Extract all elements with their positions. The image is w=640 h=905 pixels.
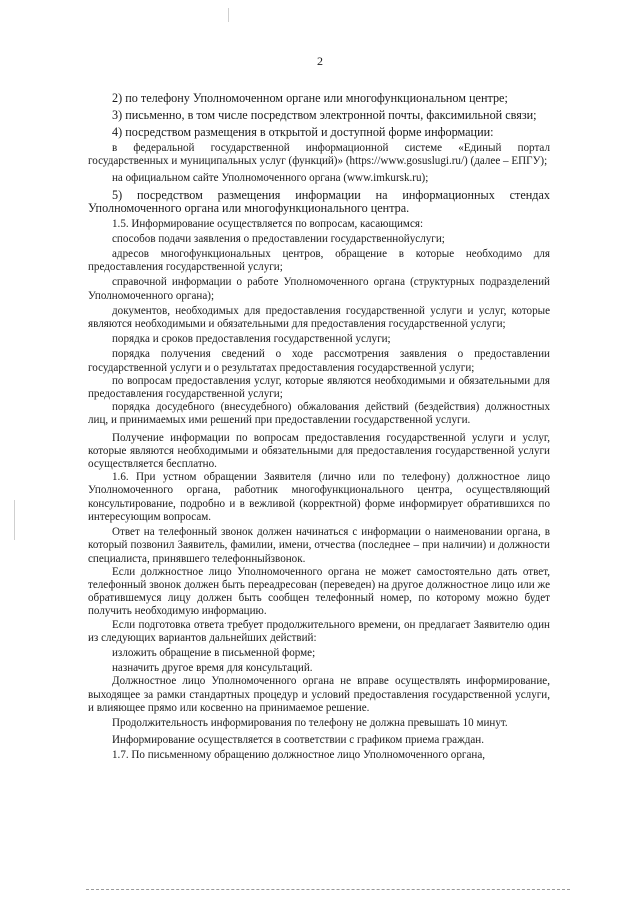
paragraph: изложить обращение в письменной форме; [112,646,316,659]
paragraph: Если подготовка ответа требует продолжительного времени, он предлагает Заявителю один из следующих вариантов дальнейших действий: [88,618,550,644]
scan-margin-mark [14,500,15,540]
paragraph: способов подачи заявления о предоставлении государственнойуслуги; [112,232,445,245]
paragraph: 4) посредством размещения в открытой и доступной форме информации: [112,125,494,140]
paragraph: Если должностное лицо Уполномоченного органа не может самостоятельно дать ответ, телефонный звонок должен быть переадресован (переведен) на другое должностное лицо или же обратившемуся лицу должен быть сообщен телефонный номер, по которому можно будет получить необходимую информацию. [88,565,550,618]
paragraph: по вопросам предоставления услуг, которые являются необходимыми и обязательными для предоставления государственной услуги; [88,374,550,401]
paragraph: 2) по телефону Уполномоченном органе или многофункциональном центре; [112,91,508,105]
paragraph: 3) письменно, в том числе посредством электронной почты, факсимильной связи; [112,108,537,123]
scan-margin-mark [228,8,229,22]
paragraph: 1.6. При устном обращении Заявителя (лично или по телефону) должностное лицо Уполномоченного органа, работник многофункционального центра, осуществляющий консультирование, подробно и в вежливой (корректной) форме информирует обратившихся по интересующим вопросам. [88,471,550,523]
scan-bottom-edge [86,889,570,890]
paragraph: 1.7. По письменному обращению должностное лицо Уполномоченного органа, [112,749,486,762]
paragraph: Должностное лицо Уполномоченного органа не вправе осуществлять информирование, выходящее за рамки стандартных процедур и условий предоставления государственной услуги, и влияющее прямо или косвенно на принимаемое решение. [88,675,550,714]
paragraph: на официальном сайте Уполномоченного органа (www.imkursk.ru); [112,172,429,185]
paragraph: 5) посредством размещения информации на информационных стендах Уполномоченного органа или многофункционального центра. [88,188,550,216]
paragraph: назначить другое время для консультаций. [112,662,313,675]
document-body [88,92,550,763]
paragraph: порядка досудебного (внесудебного) обжалования действий (бездействия) должностных лиц, и принимаемых ими решений при предоставлении государственной услуги. [88,401,550,427]
paragraph: Продолжительность информирования по телефону не должна превышать 10 минут. [112,716,508,729]
page-number: 2 [317,54,323,68]
paragraph: порядка получения сведений о ходе рассмотрения заявления о предоставлении государственной услуги и о результатах предоставления государственной услуги; [88,348,550,374]
paragraph: порядка и сроков предоставления государственной услуги; [112,333,391,346]
paragraph: в федеральной государственной информационной системе «Единый портал государственных и муниципальных услуг (функций)» (https://www.gosuslugi.ru/) (далее – ЕПГУ); [88,141,550,167]
paragraph: документов, необходимых для предоставления государственной услуги и услуг, которые являются необходимыми и обязательными для предоставления государственной услуги; [88,304,550,331]
paragraph: адресов многофункциональных центров, обращение в которые необходимо для предоставления государственной услуги; [88,248,550,274]
paragraph: Получение информации по вопросам предоставления государственной услуги и услуг, которые являются необходимыми и обязательными для предоставления государственной услуги осуществляется бесплатно. [88,431,550,471]
paragraph: Информирование осуществляется в соответствии с графиком приема граждан. [112,734,485,747]
paragraph: справочной информации о работе Уполномоченного органа (структурных подразделений Уполномоченного органа); [88,276,550,302]
paragraph: 1.5. Информирование осуществляется по вопросам, касающимся: [112,217,424,230]
paragraph: Ответ на телефонный звонок должен начинаться с информации о наименовании органа, в который позвонил Заявитель, фамилии, имени, отчества (последнее – при наличии) и должности специалиста, принявшего телефонныйзвонок. [88,526,550,565]
